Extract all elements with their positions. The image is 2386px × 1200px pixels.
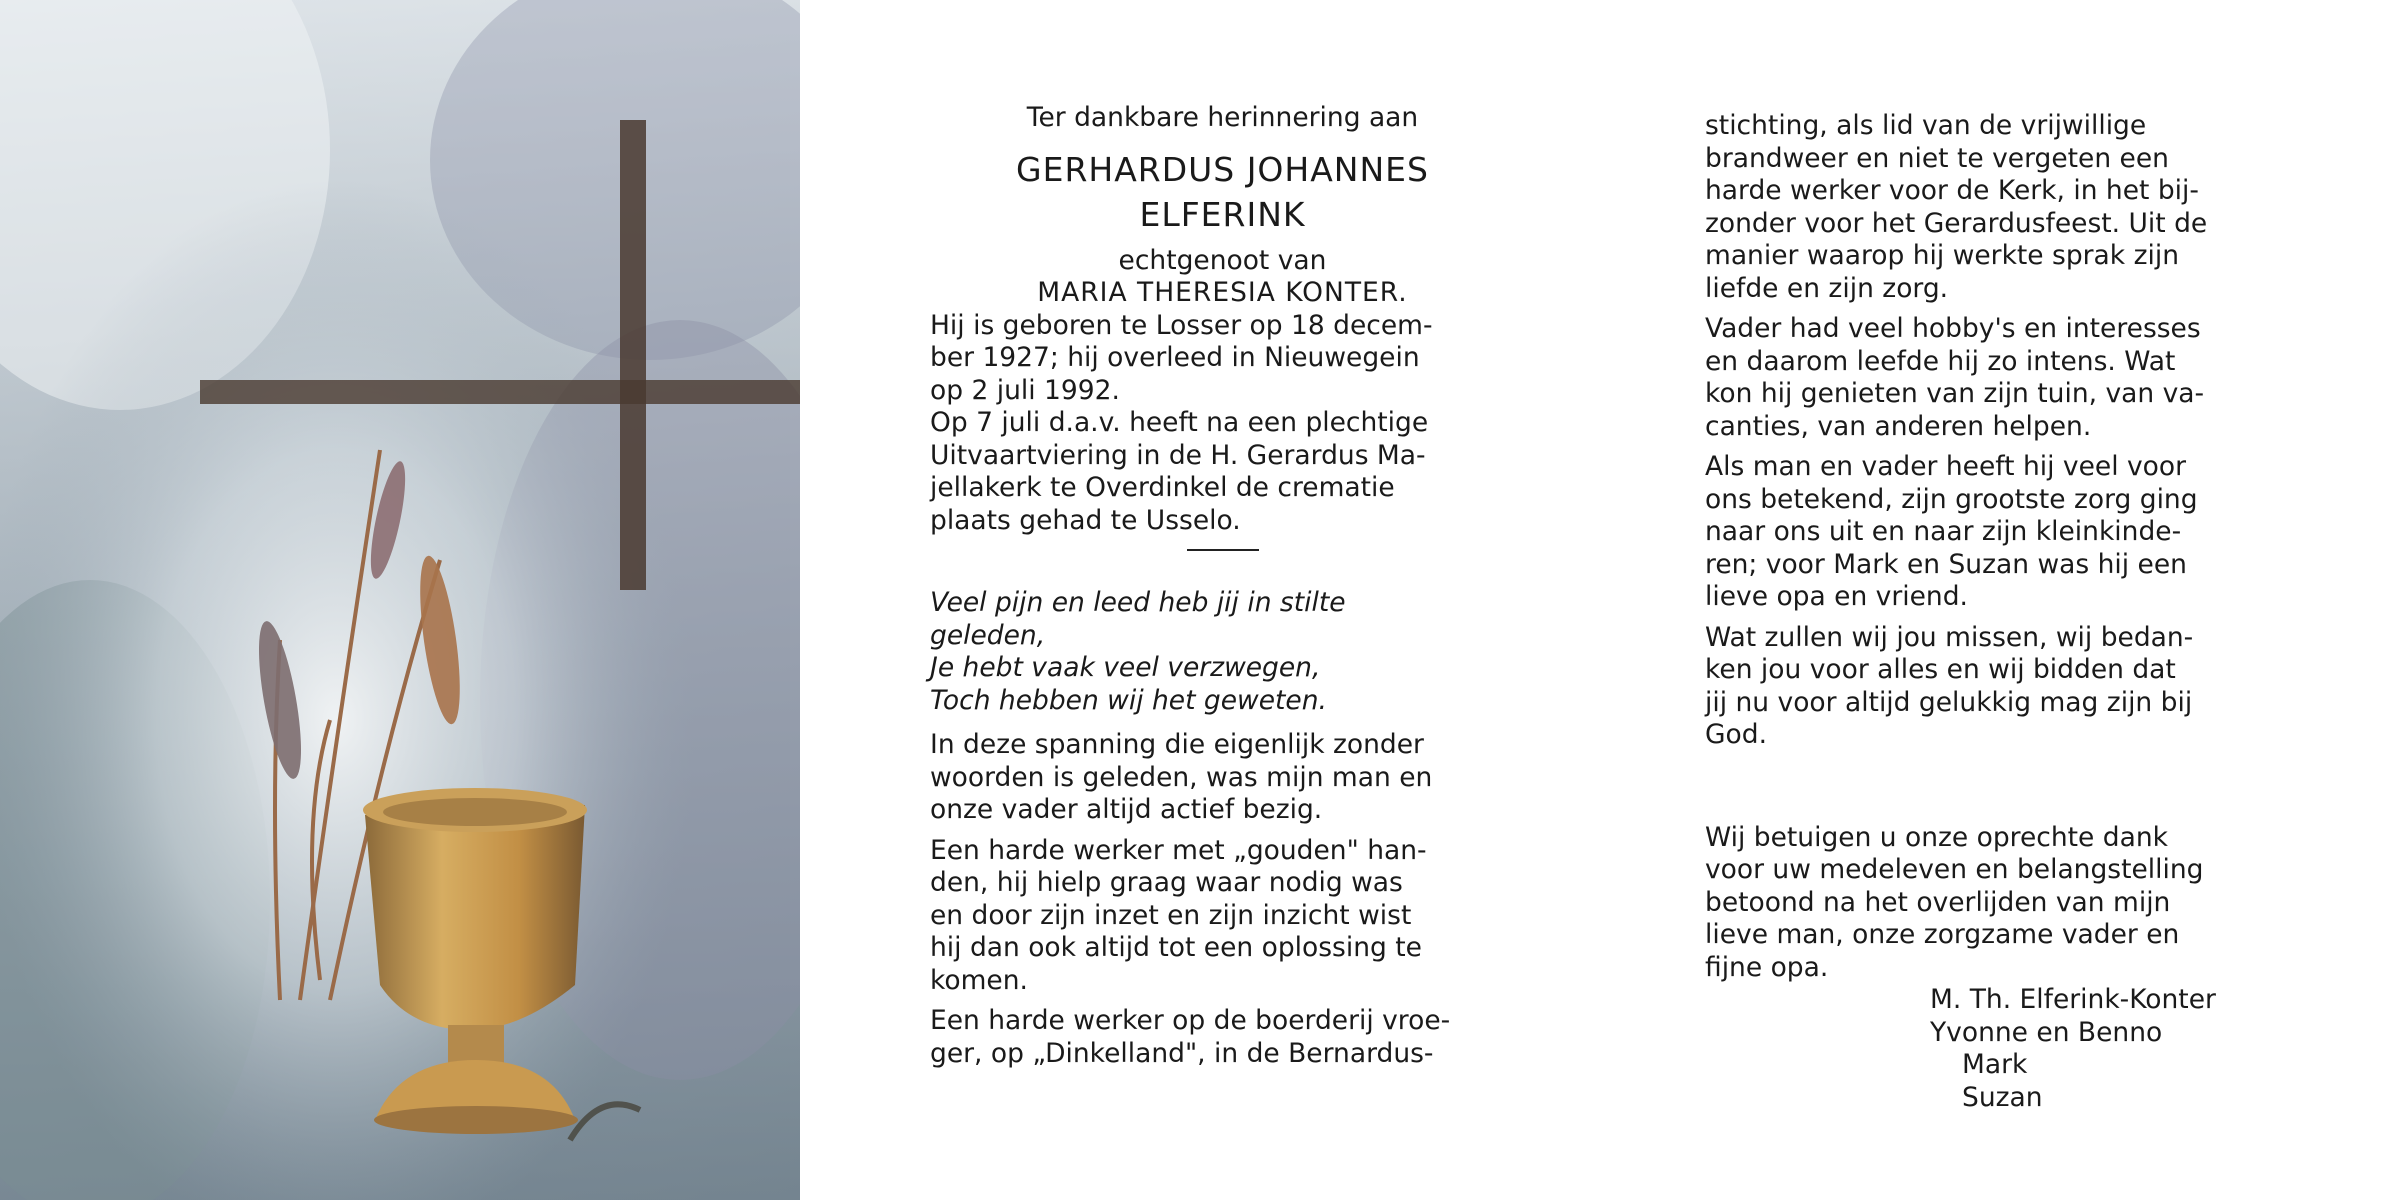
paragraph-line: harde werker voor de Kerk, in het bij- (1705, 175, 2199, 206)
birth-line: Hij is geboren te Losser op 18 decem- (930, 309, 1433, 341)
paragraph-line: woorden is geleden, was mijn man en (930, 761, 1433, 793)
paragraph-line: hij dan ook altijd tot een oplossing te (930, 932, 1422, 963)
paragraph-line: God. (1705, 719, 1767, 750)
paragraph-line: jij nu voor altijd gelukkig mag zijn bij (1705, 686, 2193, 718)
birth-line: op 2 juli 1992. (930, 374, 1120, 406)
spouse-intro: echtgenoot van (1118, 244, 1327, 276)
funeral-line: jellakerk te Overdinkel de crematie (930, 472, 1395, 503)
thanks-line: fijne opa. (1705, 951, 1829, 983)
memorial-artwork (0, 0, 800, 1200)
signature-line: Mark (1962, 1049, 2028, 1080)
thanks-line: betoond na het overlijden van mijn (1705, 886, 2171, 918)
paragraph-line: manier waarop hij werkte sprak zijn (1705, 240, 2179, 271)
intro-line: Ter dankbare herinnering aan (1026, 102, 1419, 133)
spouse-name: MARIA THERESIA KONTER. (1037, 277, 1408, 308)
paragraph-line: den, hij hielp graag waar nodig was (930, 867, 1403, 898)
thanks-line: voor uw medeleven en belangstelling (1705, 854, 2204, 885)
poem-line: Je hebt vaak veel verzwegen, (930, 652, 1321, 683)
signature-line: Suzan (1962, 1081, 2043, 1113)
paragraph-line: ger, op „Dinkelland", in de Bernardus- (930, 1037, 1434, 1069)
paragraph-line: naar ons uit en naar zijn kleinkinde- (1705, 516, 2182, 547)
paragraph-line: Een harde werker met „gouden" han- (930, 834, 1427, 866)
poem-line: Toch hebben wij het geweten. (930, 684, 1327, 716)
deceased-name-line2: ELFERINK (1139, 194, 1306, 234)
paragraph-line: komen. (930, 964, 1028, 996)
memorial-text-left (930, 0, 1515, 1200)
paragraph-line: brandweer en niet te vergeten een (1705, 142, 2169, 174)
poem-line: geleden, (930, 619, 1046, 651)
paragraph-line: zonder voor het Gerardusfeest. Uit de (1705, 207, 2208, 239)
memorial-text-right (1705, 0, 2290, 1200)
paragraph-line: Een harde werker op de boerderij vroe- (930, 1005, 1451, 1036)
paragraph-line: Vader had veel hobby's en interesses (1705, 313, 2201, 344)
paragraph-line: ons betekend, zijn grootste zorg ging (1705, 483, 2198, 515)
paragraph-line: stichting, als lid van de vrijwillige (1705, 110, 2147, 141)
thanks-line: lieve man, onze zorgzame vader en (1705, 919, 2180, 950)
poem-line: Veel pijn en leed heb jij in stilte (930, 587, 1346, 618)
paragraph-line: lieve opa en vriend. (1705, 581, 1968, 612)
signature-line: Yvonne en Benno (1930, 1016, 2163, 1048)
paragraph-line: en door zijn inzet en zijn inzicht wist (930, 899, 1412, 931)
paragraph-line: ken jou voor alles en wij bidden dat (1705, 654, 2176, 685)
signature-line: M. Th. Elferink-Konter (1930, 984, 2216, 1015)
paragraph-line: kon hij genieten van zijn tuin, van va- (1705, 378, 2205, 409)
funeral-line: plaats gehad te Usselo. (930, 504, 1241, 536)
paragraph-line: In deze spanning die eigenlijk zonder (930, 729, 1424, 760)
paragraph-line: ren; voor Mark en Suzan was hij een (1705, 548, 2187, 580)
thanks-line: Wij betuigen u onze oprechte dank (1705, 821, 2168, 853)
funeral-line: Op 7 juli d.a.v. heeft na een plechtige (930, 407, 1429, 438)
birth-line: ber 1927; hij overleed in Nieuwegein (930, 342, 1420, 373)
deceased-name-line1: GERHARDUS JOHANNES (1016, 149, 1429, 189)
signature-block (1705, 984, 2290, 1114)
funeral-line: Uitvaartviering in de H. Gerardus Ma- (930, 439, 1426, 471)
paragraph-line: liefde en zijn zorg. (1705, 272, 1949, 304)
paragraph-line: en daarom leefde hij zo intens. Wat (1705, 345, 2176, 377)
paragraph-line: Als man en vader heeft hij veel voor (1705, 451, 2186, 482)
paragraph-line: Wat zullen wij jou missen, wij bedan- (1705, 621, 2194, 653)
paragraph-line: onze vader altijd actief bezig. (930, 794, 1323, 825)
artwork-painting (0, 0, 800, 1200)
paragraph-line: canties, van anderen helpen. (1705, 410, 2092, 442)
